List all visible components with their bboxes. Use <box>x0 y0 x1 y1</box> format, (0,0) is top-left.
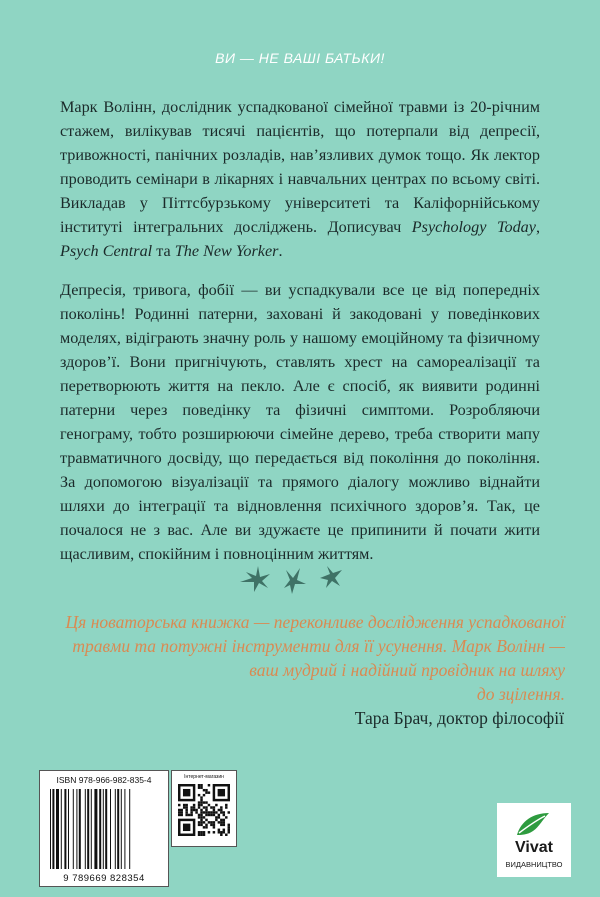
qr-module <box>193 809 195 811</box>
qr-module <box>195 811 197 813</box>
qr-module <box>203 821 205 823</box>
barcode-bar <box>121 789 122 869</box>
qr-module <box>200 786 202 788</box>
publisher-leaf-icon <box>513 811 553 837</box>
qr-module <box>203 794 205 796</box>
qr-module <box>218 814 220 816</box>
qr-module <box>215 804 217 806</box>
qr-module <box>203 801 205 803</box>
qr-module <box>200 814 202 816</box>
qr-module <box>198 794 200 796</box>
qr-module <box>203 811 205 813</box>
qr-module <box>220 831 222 833</box>
qr-module <box>205 801 207 803</box>
qr-module <box>215 816 217 818</box>
quote-line: ваш мудрий і надійний провідник на шляху <box>249 660 565 680</box>
qr-module <box>198 834 200 836</box>
qr-module <box>198 831 200 833</box>
qr-module <box>228 824 230 826</box>
qr-module <box>218 831 220 833</box>
qr-module <box>180 809 182 811</box>
qr-module <box>208 811 210 813</box>
barcode-bar <box>52 789 54 869</box>
barcode-bar <box>117 789 119 869</box>
qr-module <box>218 809 220 811</box>
qr-module <box>210 824 212 826</box>
qr-label: Інтернет-магазин <box>184 774 224 780</box>
qr-module <box>223 824 225 826</box>
qr-module <box>193 806 195 808</box>
qr-module <box>183 806 185 808</box>
qr-module <box>213 831 215 833</box>
qr-module <box>200 819 202 821</box>
bio-end: . <box>278 242 283 260</box>
qr-module <box>183 789 190 796</box>
qr-module <box>220 806 222 808</box>
qr-module <box>190 809 192 811</box>
qr-module <box>198 816 200 818</box>
qr-module <box>178 809 180 811</box>
qr-module <box>203 789 205 791</box>
qr-module <box>208 784 210 786</box>
bio-separator-1: , <box>535 218 540 236</box>
qr-module <box>220 834 222 836</box>
book-description: Депресія, тривога, фобії — ви успадкували все це від попередніх поколінь! Родинні патерни, заховані й закодовані у поведінкових моделях, відіграють значну роль у нашому емоційному та фізичному здоров’ї. Вони пригнічують, ставлять хрест на самореалізації та перетворюють життя на пекло. Але є спосіб, як виявити родинні патерни через поведінку та фізичні симптоми. Розробляючи генограму, тобто розширюючи сімейне дерево, треба створити мапу травматичного досвіду, що передається від покоління до покоління. За допомогою візуалізації та прямого діалогу можливо віднайти шляхи до інтеграції та відновлення психічного здоров’я. Так, це почалося не з вас. Але ви здужаєте це припинити й почати жити щасливим, спокійним і повноцінним життям. <box>60 281 540 563</box>
qr-module <box>200 804 202 806</box>
qr-module <box>203 834 205 836</box>
barcode-bar <box>79 789 81 869</box>
qr-module <box>223 821 225 823</box>
publisher-subtitle: ВИДАВНИЦТВО <box>505 860 563 869</box>
barcode-bar <box>56 789 59 869</box>
qr-module <box>223 829 225 831</box>
qr-module <box>198 804 200 806</box>
qr-module <box>220 809 222 811</box>
qr-module <box>220 821 222 823</box>
publication-new-yorker: The New Yorker <box>174 242 279 260</box>
qr-module <box>198 824 200 826</box>
barcode-bar <box>110 789 111 869</box>
qr-module <box>203 826 205 828</box>
qr-module <box>223 831 225 833</box>
qr-module <box>213 811 215 813</box>
qr-module <box>223 819 225 821</box>
qr-module <box>198 784 200 786</box>
barcode-bar <box>94 789 97 869</box>
barcode-bar <box>99 789 101 869</box>
qr-module <box>220 811 222 813</box>
qr-module <box>210 814 212 816</box>
qr-module <box>185 809 187 811</box>
leaf-ornament-icon <box>232 560 352 600</box>
qr-module <box>208 814 210 816</box>
barcode-bar <box>124 789 125 869</box>
qr-module <box>203 831 205 833</box>
qr-module <box>178 814 180 816</box>
publication-psychology-today: Psychology Today <box>411 218 536 236</box>
qr-module <box>205 811 207 813</box>
qr-module <box>218 821 220 823</box>
qr-module <box>200 811 202 813</box>
qr-module <box>185 811 187 813</box>
qr-module <box>223 811 225 813</box>
barcode-bar <box>115 789 116 869</box>
barcode-bar <box>105 789 107 869</box>
qr-module <box>205 819 207 821</box>
publisher-name: Vivat <box>515 839 553 856</box>
qr-module <box>200 799 202 801</box>
qr-module <box>185 804 187 806</box>
barcode-bar <box>103 789 104 869</box>
qr-module <box>225 816 227 818</box>
barcode-bar <box>129 789 130 869</box>
qr-module <box>200 784 202 786</box>
qr-module <box>228 826 230 828</box>
endorsement-quote <box>60 610 565 706</box>
qr-module <box>205 806 207 808</box>
qr-module <box>210 811 212 813</box>
isbn-digits: 9 789669 828354 <box>63 873 145 884</box>
qr-module <box>213 821 215 823</box>
qr-module <box>220 819 222 821</box>
isbn-barcode <box>39 770 169 887</box>
qr-module <box>200 831 202 833</box>
qr-module <box>180 811 182 813</box>
qr-module <box>185 806 187 808</box>
publisher-logo <box>497 803 571 877</box>
barcode-bar <box>64 789 66 869</box>
qr-module <box>178 811 180 813</box>
qr-module <box>213 809 215 811</box>
barcode-bar <box>61 789 62 869</box>
qr-module <box>213 826 215 828</box>
qr-module <box>223 814 225 816</box>
quote-line: Ця новаторська книжка — переконливе дослідження успадкованої <box>65 612 565 632</box>
qr-module <box>200 834 202 836</box>
bio-separator-2: та <box>152 242 175 260</box>
isbn-label: ISBN 978-966-982-835-4 <box>56 775 152 785</box>
quote-author: Тара Брач, доктор філософії <box>354 708 564 728</box>
qr-module <box>198 821 200 823</box>
qr-module <box>228 829 230 831</box>
qr-module <box>225 806 227 808</box>
barcode-bar <box>91 789 92 869</box>
qr-module <box>205 789 207 791</box>
qr-module <box>178 804 180 806</box>
bio-text: Марк Волінн, дослідник успадкованої сімейної травми із 20-річним стажем, вилікував тисячі пацієнтів, що потерпали від депресії, тривожності, панічних розладів, нав’язливих думок тощо. Як лектор проводить семінари в лікарнях і навчальних центрах по всьому світі. Викладав у Піттсбурзькому університеті та Каліфорнійському інституті інтегральних досліджень. Дописувач <box>60 98 540 236</box>
qr-module <box>190 814 192 816</box>
qr-module <box>190 811 192 813</box>
qr-code-icon <box>178 784 230 836</box>
qr-module <box>208 821 210 823</box>
qr-module <box>205 826 207 828</box>
qr-module <box>203 806 205 808</box>
barcode-bar <box>73 789 74 869</box>
qr-module <box>188 814 190 816</box>
qr-module <box>205 824 207 826</box>
qr-module <box>198 814 200 816</box>
qr-module <box>203 816 205 818</box>
qr-module <box>205 809 207 811</box>
qr-module <box>200 821 202 823</box>
qr-module <box>190 806 192 808</box>
qr-module <box>193 804 195 806</box>
qr-module <box>218 789 225 796</box>
qr-module <box>225 834 227 836</box>
qr-module <box>198 801 200 803</box>
barcode-bar <box>87 789 89 869</box>
qr-module <box>208 791 210 793</box>
qr-module <box>205 814 207 816</box>
series-title: ВИ — НЕ ВАШІ БАТЬКИ! <box>215 50 385 66</box>
qr-module <box>205 791 207 793</box>
barcode-bars <box>48 789 160 869</box>
qr-module <box>200 796 202 798</box>
qr-module <box>213 824 215 826</box>
qr-module <box>208 804 210 806</box>
qr-module <box>183 804 185 806</box>
qr-module <box>200 809 202 811</box>
barcode-bar <box>76 789 77 869</box>
quote-line: до зцілення. <box>476 684 565 704</box>
barcode-bar <box>50 789 51 869</box>
barcode-bar <box>85 789 86 869</box>
quote-line: травми та потужні інструменти для її усунення. Марк Волінн — <box>72 636 565 656</box>
qr-module <box>198 786 200 788</box>
qr-module <box>218 816 220 818</box>
qr-module <box>198 806 200 808</box>
publication-psych-central: Psych Central <box>60 242 153 260</box>
qr-module <box>213 814 215 816</box>
qr-module <box>220 824 222 826</box>
qr-module <box>185 814 187 816</box>
qr-module <box>208 831 210 833</box>
qr-module <box>225 804 227 806</box>
qr-module <box>200 801 202 803</box>
barcode-bar <box>68 789 69 869</box>
qr-module <box>218 829 220 831</box>
qr-module <box>228 811 230 813</box>
qr-module <box>210 821 212 823</box>
qr-module <box>200 816 202 818</box>
qr-module <box>210 806 212 808</box>
qr-module <box>200 824 202 826</box>
qr-module <box>180 814 182 816</box>
qr-module <box>195 809 197 811</box>
author-bio <box>60 95 540 263</box>
qr-code-block <box>171 770 237 847</box>
qr-module <box>215 811 217 813</box>
qr-module <box>215 819 217 821</box>
qr-module <box>183 824 190 831</box>
qr-module <box>228 831 230 833</box>
qr-module <box>213 806 215 808</box>
